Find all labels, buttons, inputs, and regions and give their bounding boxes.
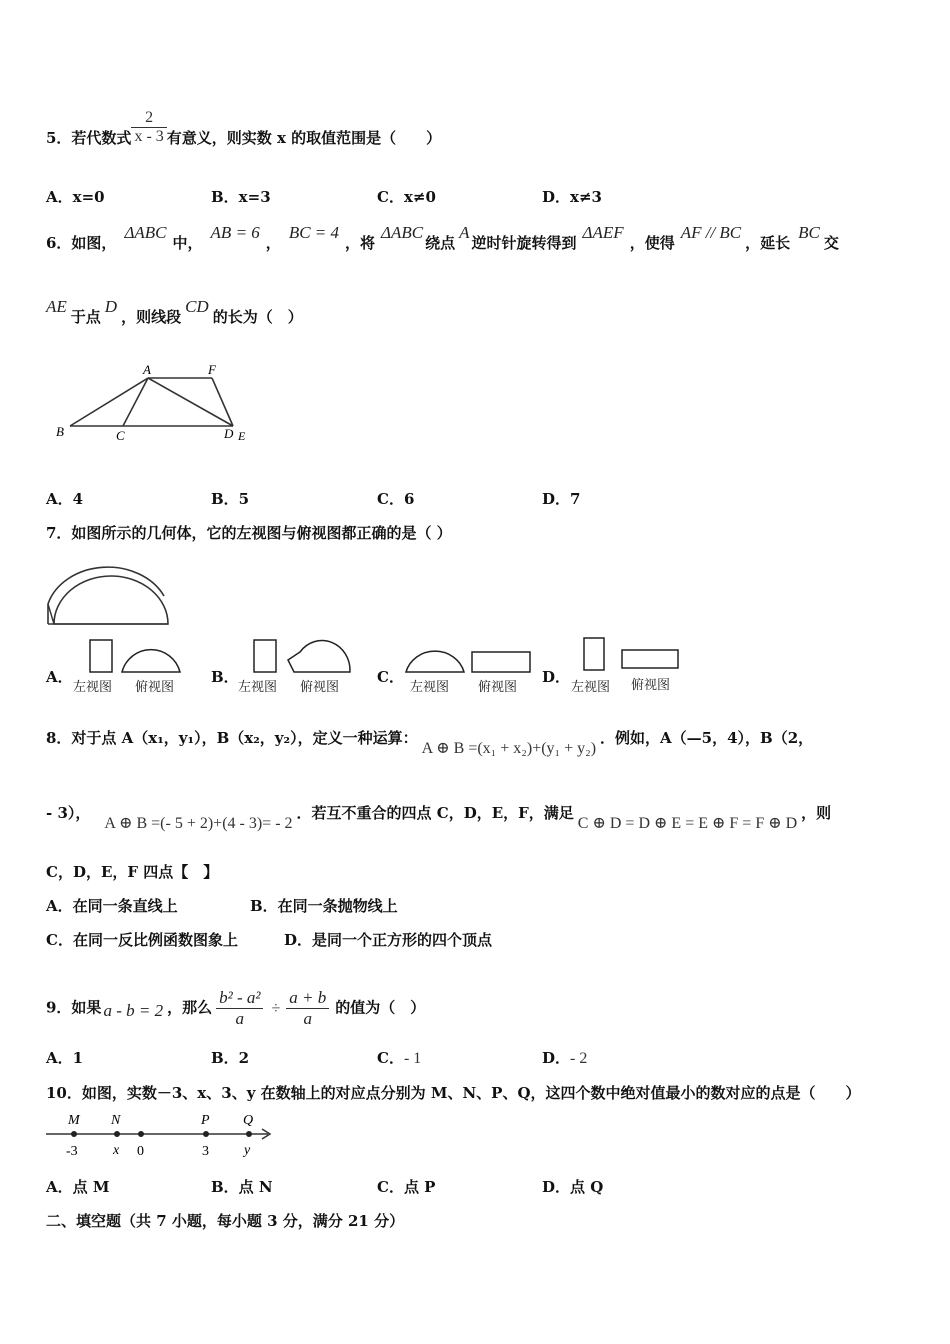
q8-option-b[interactable]: B．在同一条抛物线上 bbox=[250, 897, 398, 915]
label-c: C bbox=[116, 428, 125, 443]
q7-b-left-label: 左视图 bbox=[238, 680, 278, 695]
q7-a-top-label: 俯视图 bbox=[135, 680, 175, 695]
q5-option-c[interactable]: C．x≠0 bbox=[377, 188, 436, 206]
q7-option-c-letter[interactable]: C． bbox=[377, 668, 404, 686]
q5-option-b[interactable]: B．x=3 bbox=[211, 188, 271, 206]
q7-a-left-label: 左视图 bbox=[73, 680, 113, 695]
label-a: A bbox=[143, 362, 151, 377]
q8-condition-formula: C ⊕ D = D ⊕ E = E ⊕ F = F ⊕ D bbox=[577, 815, 798, 832]
label-p: P bbox=[201, 1113, 210, 1128]
section-2-heading: 二、填空题（共 7 小题，每小题 3 分，满分 21 分） bbox=[46, 1212, 405, 1230]
q8-example-formula: A ⊕ B =(- 5 + 2)+(4 - 3)= - 2 bbox=[104, 815, 293, 832]
q5-fraction: $\frac{2}{x - 3}$ bbox=[131, 109, 166, 146]
q6-stem-line1: 6．如图，ΔABC中，AB = 6，BC = 4，将ΔABC绕点A逆时针旋转得到ΔAEF，使得AF // BC，延长BC交 bbox=[46, 223, 839, 252]
q6-option-c[interactable]: C．6 bbox=[377, 490, 415, 508]
q8-option-d[interactable]: D．是同一个正方形的四个顶点 bbox=[284, 931, 493, 949]
q8-definition-formula: A ⊕ B =(x₁ + x₂)+(y₁ + y₂) bbox=[421, 740, 597, 757]
b-left-rect bbox=[254, 640, 276, 672]
label-x: x bbox=[113, 1143, 120, 1158]
label-f: F bbox=[208, 362, 216, 377]
q5-stem: 5．若代数式 $\frac{2}{x - 3}$ 有意义，则实数 x 的取值范围是（ ） bbox=[46, 108, 442, 147]
point-p bbox=[203, 1131, 209, 1137]
q5-option-d[interactable]: D．x≠3 bbox=[542, 188, 602, 206]
q7-solid-figure bbox=[44, 552, 174, 628]
q9-fraction-2: $\frac{a + b}{a}$ bbox=[286, 988, 329, 1029]
q10-stem: 10．如图，实数－3、x、3、y 在数轴上的对应点分别为 M、N、P、Q，这四个数中绝对值最小的数对应的点是（ ） bbox=[46, 1084, 861, 1102]
q8-option-a[interactable]: A．在同一条直线上 bbox=[46, 897, 178, 915]
point-q bbox=[246, 1131, 252, 1137]
q9-option-a[interactable]: A．1 bbox=[46, 1049, 84, 1067]
solid-edge bbox=[48, 604, 54, 624]
q7-option-b-views bbox=[250, 638, 354, 674]
q10-option-c[interactable]: C．点 P bbox=[377, 1178, 436, 1196]
point-origin bbox=[138, 1131, 144, 1137]
label-n: N bbox=[111, 1113, 121, 1128]
q9-condition: a - b = 2 bbox=[103, 1000, 164, 1020]
q7-option-d-views bbox=[580, 636, 684, 672]
d-left-rect bbox=[584, 638, 604, 670]
a-left-rect bbox=[90, 640, 112, 672]
q6-triangle-figure bbox=[50, 358, 260, 448]
line-fe bbox=[212, 378, 233, 426]
point-m bbox=[71, 1131, 77, 1137]
q7-option-c-views bbox=[404, 640, 534, 674]
line-ae bbox=[148, 378, 233, 426]
q6-option-b[interactable]: B．5 bbox=[211, 490, 250, 508]
label-m: M bbox=[68, 1113, 80, 1128]
q7-option-a-letter[interactable]: A． bbox=[46, 668, 73, 686]
q8-option-c[interactable]: C．在同一反比例函数图象上 bbox=[46, 931, 238, 949]
label-q: Q bbox=[243, 1113, 254, 1128]
q7-d-left-label: 左视图 bbox=[571, 680, 611, 695]
q8-stem-line3: C，D，E，F 四点【 】 bbox=[46, 863, 219, 881]
q9-option-c-value: - 1 bbox=[403, 1050, 422, 1067]
q9-option-b[interactable]: B．2 bbox=[211, 1049, 250, 1067]
q8-stem-line1: 8．对于点 A（x₁，y₁），B（x₂，y₂），定义一种运算：A ⊕ B =(x₁ + x₂)+(y₁ + y₂)．例如，A（—5，4），B（2， bbox=[46, 729, 814, 757]
q9-fraction-1: $\frac{\text{b² - a²}}{a}$ bbox=[216, 988, 263, 1029]
q9-option-d[interactable]: D．- 2 bbox=[542, 1049, 588, 1067]
label-zero: 0 bbox=[137, 1144, 144, 1159]
q10-option-b[interactable]: B．点 N bbox=[211, 1178, 273, 1196]
label-y: y bbox=[244, 1143, 251, 1158]
q7-option-b-letter[interactable]: B． bbox=[211, 668, 239, 686]
q7-d-top-label: 俯视图 bbox=[631, 678, 671, 693]
solid-front-arc bbox=[54, 576, 168, 624]
label-e: E bbox=[238, 429, 246, 443]
q9-option-d-value: - 2 bbox=[570, 1050, 588, 1067]
q6-option-a[interactable]: A．4 bbox=[46, 490, 84, 508]
a-top-semicircle bbox=[122, 650, 180, 672]
b-top-shape bbox=[288, 641, 350, 672]
q10-number-line bbox=[44, 1110, 276, 1160]
label-b: B bbox=[56, 424, 64, 439]
c-top-rect bbox=[472, 652, 530, 672]
q9-stem: 9．如果 a - b = 2 ，那么 $\frac{\text{b² - a²}}{a}$ ÷ $\frac{a + b}{a}$ 的值为（ ） bbox=[46, 988, 426, 1028]
q7-c-left-label: 左视图 bbox=[410, 680, 450, 695]
q10-option-d[interactable]: D．点 Q bbox=[542, 1178, 604, 1196]
q6-stem-line2: AE于点D，则线段CD的长为（ ） bbox=[46, 297, 303, 326]
q10-option-a[interactable]: A．点 M bbox=[46, 1178, 110, 1196]
q8-stem-line2: - 3），A ⊕ B =(- 5 + 2)+(4 - 3)= - 2．若互不重合的四点 C，D，E，F，满足C ⊕ D = D ⊕ E = E ⊕ F = F ⊕ D，则 bbox=[46, 804, 832, 832]
q5-option-a[interactable]: A．x=0 bbox=[46, 188, 105, 206]
q7-c-top-label: 俯视图 bbox=[478, 680, 518, 695]
label-d: D bbox=[224, 426, 234, 441]
q9-divide-sign: ÷ bbox=[271, 999, 281, 1017]
q7-b-top-label: 俯视图 bbox=[300, 680, 340, 695]
c-left-semicircle bbox=[406, 651, 464, 672]
q7-option-a-views bbox=[86, 638, 186, 674]
q7-stem: 7．如图所示的几何体，它的左视图与俯视图都正确的是（ ） bbox=[46, 524, 452, 542]
label-neg3: -3 bbox=[66, 1144, 78, 1159]
point-n bbox=[114, 1131, 120, 1137]
q9-option-c[interactable]: C．- 1 bbox=[377, 1049, 422, 1067]
d-top-rect bbox=[622, 650, 678, 668]
q6-option-d[interactable]: D．7 bbox=[542, 490, 581, 508]
q7-option-d-letter[interactable]: D． bbox=[542, 668, 571, 686]
label-3: 3 bbox=[202, 1144, 209, 1159]
